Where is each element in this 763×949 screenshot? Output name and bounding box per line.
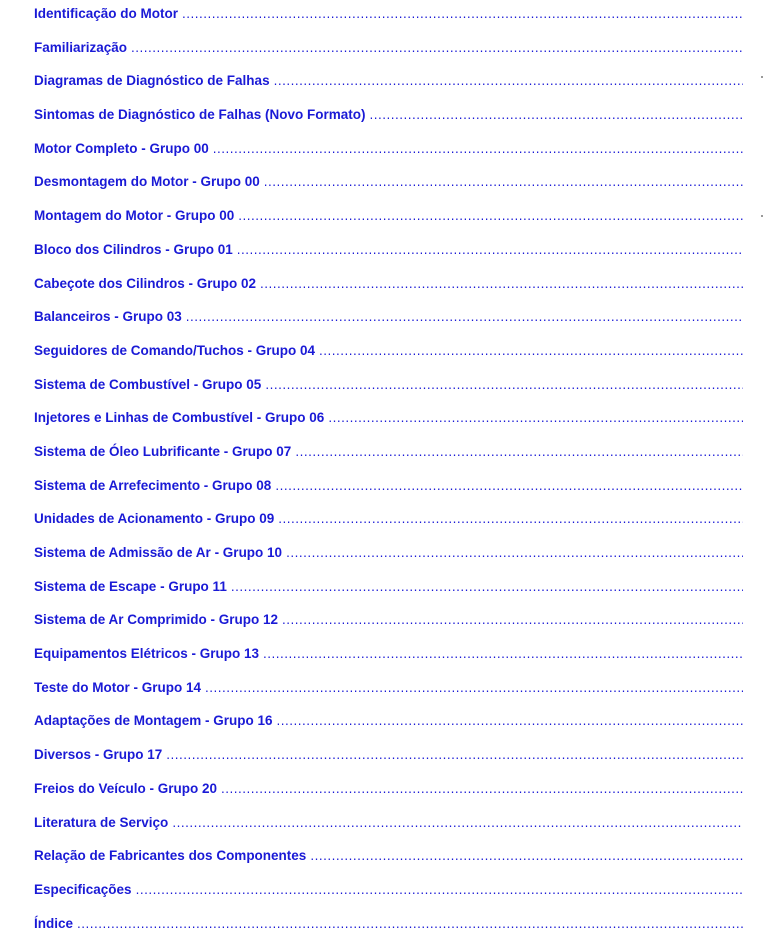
toc-item-label: Freios do Veículo - Grupo 20 — [34, 780, 218, 796]
dot-leader — [264, 174, 743, 189]
dot-leader — [275, 478, 743, 493]
toc-item-familiarizacao[interactable] — [34, 40, 743, 74]
toc-item-label: Sistema de Arrefecimento - Grupo 08 — [34, 477, 272, 493]
toc-item-bloco-dos-cilindros[interactable] — [34, 242, 743, 276]
dot-leader — [370, 107, 743, 122]
toc-item-label: Sistema de Ar Comprimido - Grupo 12 — [34, 612, 279, 628]
dot-leader — [278, 511, 743, 526]
dot-leader — [295, 444, 743, 459]
toc-item-seguidores-de-comando[interactable] — [34, 343, 743, 377]
toc-item-label: Sistema de Óleo Lubrificante - Grupo 07 — [34, 443, 292, 459]
toc-item-diversos[interactable] — [34, 747, 743, 781]
toc-item-label: Familiarização — [34, 39, 128, 55]
dot-leader — [136, 882, 743, 897]
toc-item-teste-do-motor[interactable] — [34, 680, 743, 714]
toc-item-sistema-de-escape[interactable] — [34, 579, 743, 613]
dot-leader — [238, 208, 743, 223]
toc-item-label: Relação de Fabricantes dos Componentes — [34, 848, 307, 864]
dot-leader — [310, 848, 743, 863]
toc-item-sistema-de-combustivel[interactable] — [34, 377, 743, 411]
dot-leader — [231, 579, 743, 594]
dot-leader — [319, 343, 743, 358]
toc-item-label: Índice — [34, 915, 74, 931]
dot-leader — [260, 276, 743, 291]
toc-item-especificacoes[interactable] — [34, 882, 743, 916]
toc-item-label: Desmontagem do Motor - Grupo 00 — [34, 174, 260, 190]
toc-item-label: Sistema de Escape - Grupo 11 — [34, 578, 227, 594]
toc-item-cabecote-dos-cilindros[interactable] — [34, 276, 743, 310]
dot-leader — [328, 410, 743, 425]
toc-item-label: Literatura de Serviço — [34, 814, 169, 830]
toc-item-label: Cabeçote dos Cilindros - Grupo 02 — [34, 275, 257, 291]
toc-item-label: Seguidores de Comando/Tuchos - Grupo 04 — [34, 342, 316, 358]
toc-item-label: Unidades de Acionamento - Grupo 09 — [34, 511, 275, 527]
toc-item-label: Especificações — [34, 881, 132, 897]
dot-leader — [205, 680, 743, 695]
toc-item-literatura-de-servico[interactable] — [34, 815, 743, 849]
dot-leader — [263, 646, 743, 661]
toc-item-injetores-e-linhas[interactable] — [34, 410, 743, 444]
toc-item-label: Montagem do Motor - Grupo 00 — [34, 208, 235, 224]
toc-item-indice[interactable] — [34, 916, 743, 949]
toc-item-sistema-de-oleo[interactable] — [34, 444, 743, 478]
toc-item-label: Bloco dos Cilindros - Grupo 01 — [34, 241, 233, 257]
dot-leader — [277, 713, 743, 728]
toc-item-label: Sintomas de Diagnóstico de Falhas (Novo Formato) — [34, 107, 366, 123]
toc-item-desmontagem-do-motor[interactable] — [34, 174, 743, 208]
table-of-contents — [34, 6, 743, 949]
toc-item-label: Diagramas de Diagnóstico de Falhas — [34, 73, 270, 89]
dot-leader — [265, 377, 743, 392]
toc-item-sintomas-diagnostico[interactable] — [34, 107, 743, 141]
dot-leader — [282, 612, 743, 627]
dot-leader — [166, 747, 743, 762]
toc-item-label: Sistema de Admissão de Ar - Grupo 10 — [34, 545, 283, 560]
toc-item-sistema-de-admissao[interactable] — [34, 545, 743, 579]
toc-item-freios-do-veiculo[interactable] — [34, 781, 743, 815]
dot-leader — [131, 40, 743, 55]
toc-item-balanceiros[interactable] — [34, 309, 743, 343]
dot-leader — [274, 73, 743, 88]
dot-leader — [286, 545, 743, 560]
toc-item-label: Adaptações de Montagem - Grupo 16 — [34, 713, 273, 729]
dot-leader — [77, 916, 743, 931]
toc-item-relacao-de-fabricantes[interactable] — [34, 848, 743, 882]
dot-leader — [221, 781, 743, 796]
dot-leader — [213, 141, 743, 156]
toc-item-label: Balanceiros - Grupo 03 — [34, 309, 182, 325]
toc-item-label: Equipamentos Elétricos - Grupo 13 — [34, 646, 260, 662]
toc-item-motor-completo[interactable] — [34, 141, 743, 175]
toc-item-label: Motor Completo - Grupo 00 — [34, 140, 209, 156]
toc-item-label: Teste do Motor - Grupo 14 — [34, 679, 202, 695]
dot-leader — [182, 6, 743, 21]
toc-item-identificacao-do-motor[interactable] — [34, 6, 743, 40]
toc-item-unidades-de-acionamento[interactable] — [34, 511, 743, 545]
toc-item-diagramas-diagnostico[interactable] — [34, 73, 743, 107]
toc-item-label: Identificação do Motor — [34, 6, 179, 21]
dot-leader — [172, 815, 743, 830]
dot-leader — [237, 242, 743, 257]
toc-item-label: Diversos - Grupo 17 — [34, 747, 163, 763]
toc-item-label: Injetores e Linhas de Combustível - Grupo 06 — [34, 410, 325, 426]
toc-item-sistema-de-ar-comprimido[interactable] — [34, 612, 743, 646]
toc-item-sistema-de-arrefecimento[interactable] — [34, 478, 743, 512]
dot-leader — [186, 309, 743, 324]
toc-item-montagem-do-motor[interactable] — [34, 208, 743, 242]
toc-item-equipamentos-eletricos[interactable] — [34, 646, 743, 680]
toc-item-adaptacoes-de-montagem[interactable] — [34, 713, 743, 747]
toc-item-label: Sistema de Combustível - Grupo 05 — [34, 376, 262, 392]
